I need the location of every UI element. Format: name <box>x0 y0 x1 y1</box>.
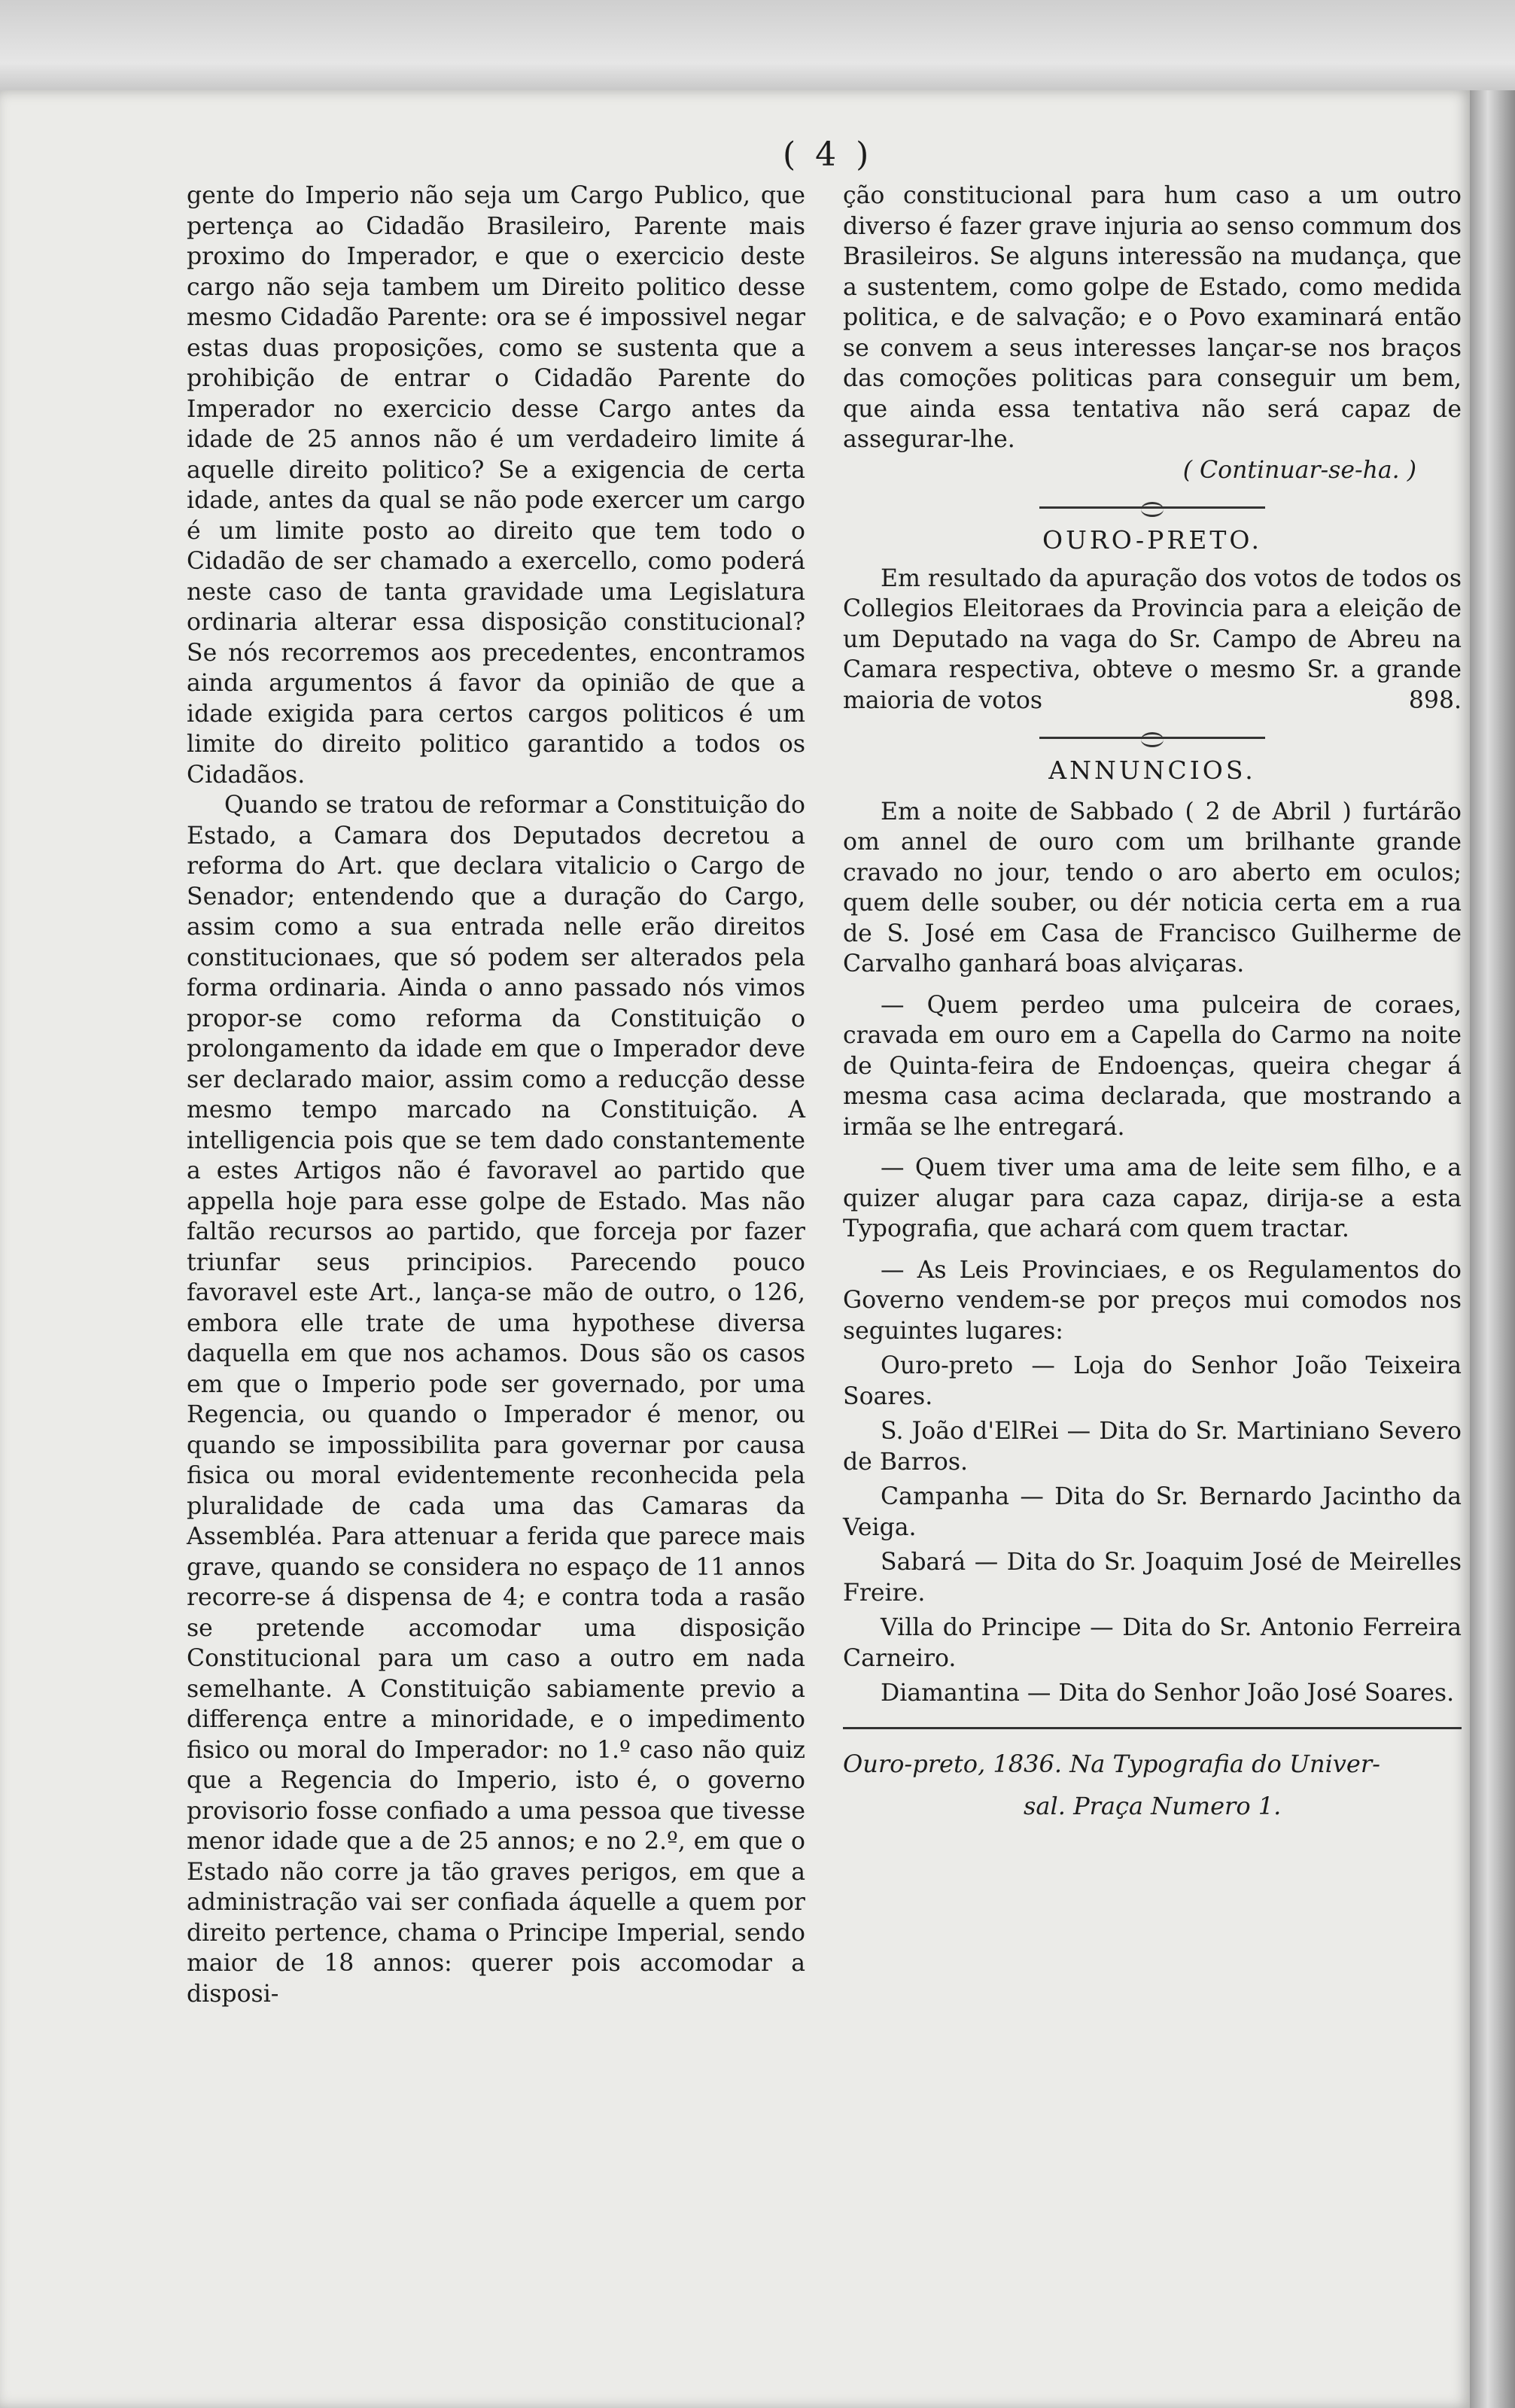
scan-right-edge <box>1470 90 1515 2408</box>
section-divider <box>1039 737 1265 739</box>
sales-location: Diamantina — Dita do Senhor João José Soares. <box>881 1680 1455 1707</box>
advertisement: Em a noite de Sabbado ( 2 de Abril ) furtárão om annel de ouro com um brilhante grande cravado no jour, tendo o aro aberto em oculos; quem delle souber, ou dér noticia certa em a rua de S. José em Casa de Francisco Guilherme de Carvalho ganhará boas alviçaras. <box>843 798 1462 977</box>
election-notice-text: Em resultado da apuração dos votos de todos os Collegios Eleitoraes da Provincia para a eleição de um Deputado na vaga do Sr. Campo de Abreu na Camara respectiva, obteve o mesmo Sr. a grande maioria de votos <box>843 564 1462 714</box>
right-column <box>843 181 1462 1827</box>
left-column <box>187 181 805 2009</box>
article-paragraph: Quando se tratou de reformar a Constituição do Estado, a Camara dos Deputados decretou a reforma do Art. que declara vitalicio o Cargo de Senador; entendendo que a duração do Cargo, assim como a sua entrada nelle erão direitos constitucionaes, que só podem ser alterados pela forma ordinaria. Ainda o anno passado nós vimos propor-se como reforma da Constituição o prolongamento da idade em que o Imperador deve ser declarado maior, assim como a reducção desse mesmo tempo marcado na Constituição. A intelligencia pois que se tem dado constantemente a estes Artigos não é favoravel ao partido que appella hoje para esse golpe de Estado. Mas não faltão recursos ao partido, que forceja por fazer triunfar seus principios. Parecendo pouco favoravel este Art., lança-se mão de outro, o 126, embora elle trate de uma hypothese diversa daquella em que nos achamos. Dous são os casos em que o Imperio pode ser governado, por uma Regencia, ou quando o Imperador é menor, ou quando se impossibilita para governar por causa fisica ou moral evidentemente reconhecida pela pluralidade de cada uma das Camaras da Assembléa. Para attenuar a ferida que parece mais grave, quando se considera no espaço de 11 annos recorre-se á dispensa de 4; e contra toda a rasão se pretende accomodar uma disposição Constitucional para um caso a outro em nada semelhante. A Constituição sabiamente previo a differença entre a minoridade, e o impedimento fisico ou moral do Imperador: no 1.º caso não quiz que a Regencia do Imperio, isto é, o governo provisorio fosse confiado a uma pessoa que tivesse menor idade que a de 25 annos; e no 2.º, em que o Estado não corre ja tão graves perigos, em que a administração vai ser confiada áquelle a quem por direito pertence, chama o Principe Imperial, sendo maior de 18 annos: querer pois accomodar a disposi- <box>187 792 805 2008</box>
article-paragraph: gente do Imperio não seja um Cargo Publico, que pertença ao Cidadão Brasileiro, Parente mais proximo do Imperador, e que o exercicio deste cargo não seja tambem um Direito politico desse mesmo Cidadão Parente: ora se é impossivel negar estas duas proposições, como se sustenta que a prohibição de entrar o Cidadão Parente do Imperador no exercicio desse Cargo antes da idade de 25 annos não é um verdadeiro limite á aquelle direito politico? Se a exigencia de certa idade, antes da qual se não pode exercer um cargo é um limite posto ao direito que tem todo o Cidadão de ser chamado a exercello, como poderá neste caso de tanta gravidade uma Legislatura ordinaria alterar essa disposição constitucional? Se nós recorremos aos precedentes, encontramos ainda argumentos á favor da opinião de que a idade exigida para certos cargos politicos é um limite do direito politico garantido a todos os Cidadãos. <box>187 182 805 789</box>
sales-location: Villa do Principe — Dita do Sr. Antonio Ferreira Carneiro. <box>843 1614 1462 1672</box>
vote-count: 898. <box>1408 686 1462 714</box>
imprint <box>843 1743 1462 1827</box>
section-divider <box>1039 506 1265 509</box>
page-number: ( 4 ) <box>783 135 874 174</box>
sales-location: S. João d'ElRei — Dita do Sr. Martiniano Severo de Barros. <box>843 1418 1462 1476</box>
continuation-note: ( Continuar-se-ha. ) <box>1182 456 1416 484</box>
imprint-line: sal. Praça Numero 1. <box>1024 1791 1282 1820</box>
article-continuation: ção constitucional para hum caso a um outro diverso é fazer grave injuria ao senso commum dos Brasileiros. Se alguns interessão na mudança, que a sustentem, como golpe de Estado, como medida politica, e de salvação; e o Povo examinará então se convem a seus interesses lançar-se nos braços das comoções politicas para conseguir um bem, que ainda essa tentativa não será capaz de assegurar-lhe. <box>843 182 1462 453</box>
imprint-line: Ouro-preto, 1836. Na Typografia do Univer- <box>843 1749 1380 1778</box>
election-notice <box>843 564 1462 716</box>
sales-location: Ouro-preto — Loja do Senhor João Teixeira Soares. <box>843 1352 1462 1410</box>
sales-location: Campanha — Dita do Sr. Bernardo Jacintho da Veiga. <box>843 1483 1462 1541</box>
footer-divider <box>843 1727 1462 1729</box>
advertisement: — Quem perdeo uma pulceira de coraes, cravada em ouro em a Capella do Carmo na noite de Quinta-feira de Endoenças, queira chegar á mesma casa acima declarada, que mostrando a irmãa se lhe entregará. <box>843 991 1462 1141</box>
section-title-annuncios: ANNUNCIOS. <box>1048 756 1256 785</box>
section-title-ouro-preto: OURO-PRETO. <box>1042 525 1262 555</box>
sales-location: Sabará — Dita do Sr. Joaquim José de Meirelles Freire. <box>843 1549 1462 1607</box>
advertisement: — Quem tiver uma ama de leite sem filho, e a quizer alugar para caza capaz, dirija-se a esta Typografia, que achará com quem tractar. <box>843 1154 1462 1242</box>
advertisement: — As Leis Provinciaes, e os Regulamentos do Governo vendem-se por preços mui comodos nos seguintes lugares: <box>843 1256 1462 1345</box>
scan-top-edge <box>0 0 1515 105</box>
